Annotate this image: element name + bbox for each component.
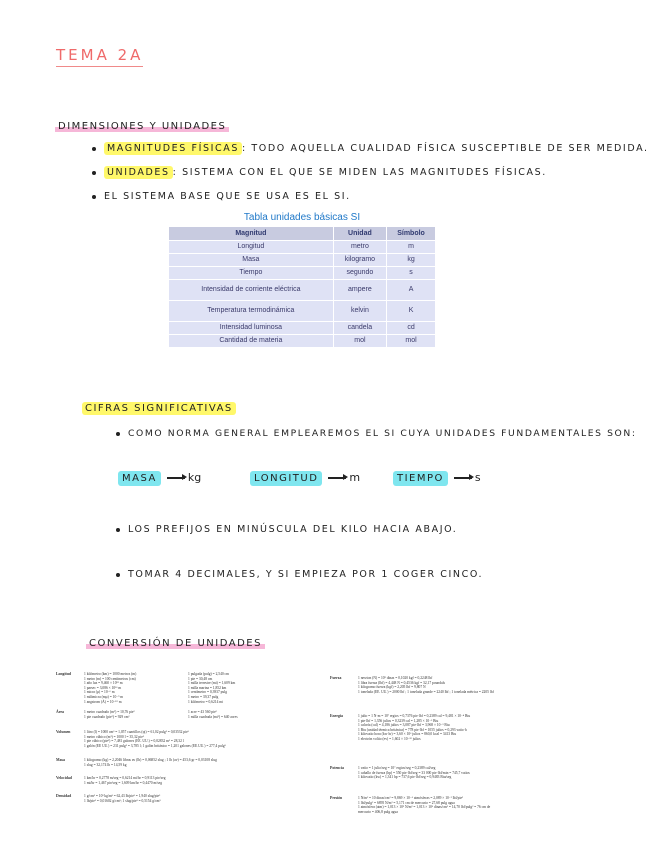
unit-label: TIEMPO — [393, 471, 448, 486]
bullet-dot — [116, 528, 120, 532]
conv-label: Potencia — [330, 766, 344, 770]
highlight-term: UNIDADES — [104, 166, 173, 179]
conv-line: 1 kilogramo (kg) = 2,2046 libras av (lb) = 0,06852 slug ; 1 lb (av) = 453,6 gr = 0,03108 slug — [84, 758, 217, 762]
conv-col1 — [358, 676, 494, 694]
unit-tiempo — [393, 471, 481, 484]
conv-label: Volumen — [56, 730, 71, 734]
conv-col1 — [84, 794, 161, 803]
conv-col1 — [84, 710, 135, 719]
bullet-text: COMO NORMA GENERAL EMPLEAREMOS EL SI CUYA UNIDADES FUNDAMENTALES SON: — [128, 428, 637, 439]
conv-line: 1 kilómetro (km) = 1000 metros (m) — [84, 672, 137, 676]
bullet-magnitudes — [92, 143, 649, 154]
unit-value: s — [474, 471, 481, 484]
conv-line: 1 vatio = 1 julio/seg = 10⁷ ergios/seg = 0,2389 cal/seg — [358, 766, 436, 770]
conv-label: Presión — [330, 796, 343, 800]
table-row — [169, 241, 435, 253]
conv-line: 1 mi/hr = 1,467 pie/seg = 1,609 km/hr = 0,4470 m/seg — [84, 780, 163, 785]
cell-magnitud: Masa — [169, 254, 333, 266]
conversion-table-right — [330, 676, 600, 846]
unit-value: kg — [187, 471, 202, 484]
conv-line: 1 pie·lbf = 1,356 julios = 0,3239 cal = 1,285 × 10⁻³ Btu — [358, 718, 439, 723]
bullet-dot — [92, 171, 96, 175]
conv-line: 1 caballo de fuerza (hp) = 550 pie·lbf/seg = 33 000 pie·lbf/min = 745,7 vatios — [358, 770, 470, 775]
table-row — [169, 280, 435, 300]
conv-line: 1 libra fuerza (lbf) = 4,448 N = 0,4536 kgf = 32,17 poundals — [358, 680, 446, 685]
conv-line: 1 metro (m) = 100 centímetros (cm) — [84, 676, 136, 681]
cell-unidad: kelvin — [334, 301, 386, 321]
bullet-text: : TODO AQUELLA CUALIDAD FÍSICA SUSCEPTIBLE DE SER MEDIDA. — [241, 143, 649, 154]
conv-line: 1 g/cm³ = 10³ kg/m³ = 62,43 lb/pie³ = 1,940 slug/pie³ — [84, 794, 161, 798]
table-row — [169, 322, 435, 334]
conv-line: 1 kilovatio (kw) = 1,341 hp = 737,6 pie·lbf/seg = 0,9483 Btu/seg — [358, 775, 452, 780]
section-heading-dimensions — [55, 121, 229, 132]
cell-unidad: candela — [334, 322, 386, 334]
conv-col2 — [188, 710, 238, 719]
cell-simbolo: A — [387, 280, 435, 300]
unit-label: MASA — [118, 471, 161, 486]
conv-line: 1 milla terrestre (mi) = 1,609 km — [188, 681, 236, 686]
bullet-text: TOMAR 4 DECIMALES, Y SI EMPIEZA POR 1 COGER CINCO. — [128, 569, 484, 580]
table-row — [169, 335, 435, 347]
bullet-decimales — [116, 569, 483, 580]
conv-line: 1 año luz = 9,460 × 10¹⁵ m — [84, 681, 123, 686]
cell-magnitud: Longitud — [169, 241, 333, 253]
bullet-dot — [116, 573, 120, 577]
bullet-dot — [92, 147, 96, 151]
cell-unidad: ampere — [334, 280, 386, 300]
cell-magnitud: Cantidad de materia — [169, 335, 333, 347]
bullet-dot — [116, 432, 120, 436]
section-heading-cifras — [82, 403, 236, 414]
conv-col2 — [188, 672, 235, 704]
cell-magnitud: Intensidad de corriente eléctrica — [169, 280, 333, 300]
conv-line: 1 acre = 43 560 pie² — [188, 710, 217, 714]
bullet-norma — [116, 428, 637, 439]
conv-col1 — [358, 766, 470, 780]
conv-line: 1 angstrom (Å) = 10⁻¹⁰ m — [84, 699, 122, 704]
cell-simbolo: kg — [387, 254, 435, 266]
bullet-text: EL SISTEMA BASE QUE SE USA ES EL SI. — [104, 191, 351, 202]
cell-simbolo: mol — [387, 335, 435, 347]
arrow-icon — [328, 477, 346, 479]
cell-simbolo: m — [387, 241, 435, 253]
conv-line: 1 caloría (cal) = 4,186 julios = 3,087 pie·lbf = 3,968 × 10⁻³ Btu — [358, 723, 450, 728]
conv-line: 1 pie = 30,48 cm — [188, 676, 213, 681]
conv-line: 1 kilovatio hora (kw·hr) = 3,60 × 10⁶ julios = 860,0 kcal = 3413 Btu — [358, 732, 457, 737]
conv-line: 1 pie cúbico (pie³) = 7,481 galones (EE. UU.) = 0,02832 m³ = 28,32 l — [84, 739, 184, 744]
conv-line: 1 lbf/pulg² = 6895 N/m² = 5,171 cm de mercurio = 27,68 pulg agua — [358, 800, 455, 805]
conv-line: 1 milla marina = 1,852 km — [188, 685, 227, 690]
unit-masa — [118, 471, 201, 484]
conv-col1 — [84, 776, 166, 785]
table-row — [169, 301, 435, 321]
conv-line: 1 kilogramo fuerza (kgf) = 2,205 lbf = 9,807 N — [358, 685, 426, 690]
heading-text: DIMENSIONES Y UNIDADES — [55, 121, 229, 132]
conv-line: 1 parsec = 3,086 × 10¹⁶ m — [84, 685, 122, 690]
conv-line: 1 micra (µ) = 10⁻⁶ m — [84, 690, 115, 695]
arrow-icon — [167, 477, 185, 479]
si-table-title: Tabla unidades básicas SI — [243, 212, 361, 223]
conv-col1 — [358, 714, 470, 742]
conv-label: Fuerza — [330, 676, 342, 680]
cell-simbolo: cd — [387, 322, 435, 334]
conv-line: 1 pie cuadrado (pie²) = 929 cm² — [84, 714, 130, 719]
conv-line: 1 metro cúbico (m³) = 1000 l = 35,32 pie³ — [84, 734, 144, 739]
bullet-dot — [92, 195, 96, 199]
arrow-icon — [454, 477, 472, 479]
conv-line: 1 electrón voltio (ev) = 1,602 × 10⁻¹⁹ julios — [358, 736, 421, 741]
conv-line: 1 galón (EE UU.) = 231 pulg³ = 3,785 l; 1 galón británico = 1,201 galones (EE.UU.) = 277,4 pulg³ — [84, 743, 226, 748]
unit-value: m — [349, 471, 361, 484]
conv-line: 1 metro cuadrado (m²) = 10,76 pie² — [84, 710, 135, 714]
page-title: TEMA 2A — [56, 46, 143, 67]
conv-label: Velocidad — [56, 776, 72, 780]
conv-line: 1 milla cuadrada (mi²) = 640 acres — [188, 714, 238, 719]
cell-unidad: kilogramo — [334, 254, 386, 266]
highlight-term: MAGNITUDES FÍSICAS — [104, 142, 242, 155]
si-table — [168, 226, 436, 348]
conv-line: 1 slug = 32,174 lb = 14,59 kg — [84, 762, 127, 767]
cell-simbolo: s — [387, 267, 435, 279]
conv-line: 1 centímetro = 0,3937 pulg — [188, 690, 228, 695]
conv-col1 — [84, 730, 226, 748]
conv-label: Longitud — [56, 672, 71, 676]
conv-label: Densidad — [56, 794, 72, 798]
conv-line: 1 pulgada (pulg) = 2,540 cm — [188, 672, 229, 676]
bullet-prefijos — [116, 524, 457, 535]
cell-unidad: mol — [334, 335, 386, 347]
header-magnitud: Magnitud — [169, 227, 333, 240]
cell-simbolo: K — [387, 301, 435, 321]
si-units-table — [168, 212, 436, 348]
conv-line: 1 N/m² = 10 dinas/cm² = 9,869 × 10⁻⁶ atmósferas = 2,089 × 10⁻² lbf/pie² — [358, 796, 464, 800]
conv-label: Energía — [330, 714, 343, 718]
cell-magnitud: Tiempo — [169, 267, 333, 279]
conv-line: 1 lb/pie³ = 0,01602 g/cm³; 1 slug/pie³ = 0,5154 g/cm³ — [84, 798, 161, 803]
conversion-table-left — [56, 672, 316, 842]
heading-text: CIFRAS SIGNIFICATIVAS — [82, 402, 236, 415]
conv-line: 1 tonelada (EE. UU.) = 2000 lbf ; 1 tonelada grande = 2240 lbf ; 1 tonelada métrica = 2205 lbf — [358, 689, 494, 694]
table-header-row — [169, 227, 435, 240]
conv-line: 1 newton (N) = 10⁵ dinas = 0,1020 kgf = 0,2248 lbf — [358, 676, 433, 680]
heading-text: CONVERSIÓN DE UNIDADES — [86, 638, 265, 649]
cell-unidad: segundo — [334, 267, 386, 279]
conv-col1 — [84, 672, 136, 704]
table-row — [169, 267, 435, 279]
cell-magnitud: Intensidad luminosa — [169, 322, 333, 334]
conv-line: 1 km/hr = 0,2778 m/seg = 0,6214 mi/hr = 0,9113 pie/seg — [84, 776, 166, 780]
conv-line: 1 kilómetro = 0,6214 mi — [188, 699, 224, 704]
conv-line: 1 metro = 39,37 pulg — [188, 694, 219, 699]
bullet-sistema — [92, 191, 351, 202]
unit-label: LONGITUD — [250, 471, 322, 486]
bullet-unidades — [92, 167, 547, 178]
cell-unidad: metro — [334, 241, 386, 253]
table-row — [169, 254, 435, 266]
conv-line: mercurio = 406,8 pulg agua — [358, 809, 398, 814]
header-unidad: Unidad — [334, 227, 386, 240]
section-heading-conversion — [86, 638, 265, 649]
header-simbolo: Símbolo — [387, 227, 435, 240]
conv-label: Masa — [56, 758, 65, 762]
conv-col1 — [84, 758, 217, 767]
conv-line: 1 Btu (unidad térmica británica) = 778 pie·lbf = 1055 julios = 0,293 vatio·h — [358, 727, 467, 732]
bullet-text: : SISTEMA CON EL QUE SE MIDEN LAS MAGNITUDES FÍSICAS. — [172, 167, 547, 178]
unit-longitud — [250, 471, 360, 484]
conv-col1 — [358, 796, 490, 814]
conv-line: 1 milimicra (mµ) = 10⁻⁹ m — [84, 694, 124, 699]
conv-line: 1 litro (l) = 1000 cm³ = 1,057 cuartillos (qt) = 61,02 pulg³ = 0,03532 pie³ — [84, 730, 189, 734]
conv-line: 1 atmósfera (atm) = 1,013 × 10⁵ N/m² = 1,013 × 10⁶ dinas/cm² = 14,70 lbf/pulg² = 76 cm de — [358, 805, 491, 810]
cell-magnitud: Temperatura termodinámica — [169, 301, 333, 321]
bullet-text: LOS PREFIJOS EN MINÚSCULA DEL KILO HACIA ABAJO. — [128, 524, 458, 535]
conv-line: 1 julio = 1 N·m = 10⁷ ergios = 0,7376 pie·lbf = 0,2389 cal = 9,481 × 10⁻⁴ Btu — [358, 714, 471, 718]
conv-label: Área — [56, 710, 64, 714]
